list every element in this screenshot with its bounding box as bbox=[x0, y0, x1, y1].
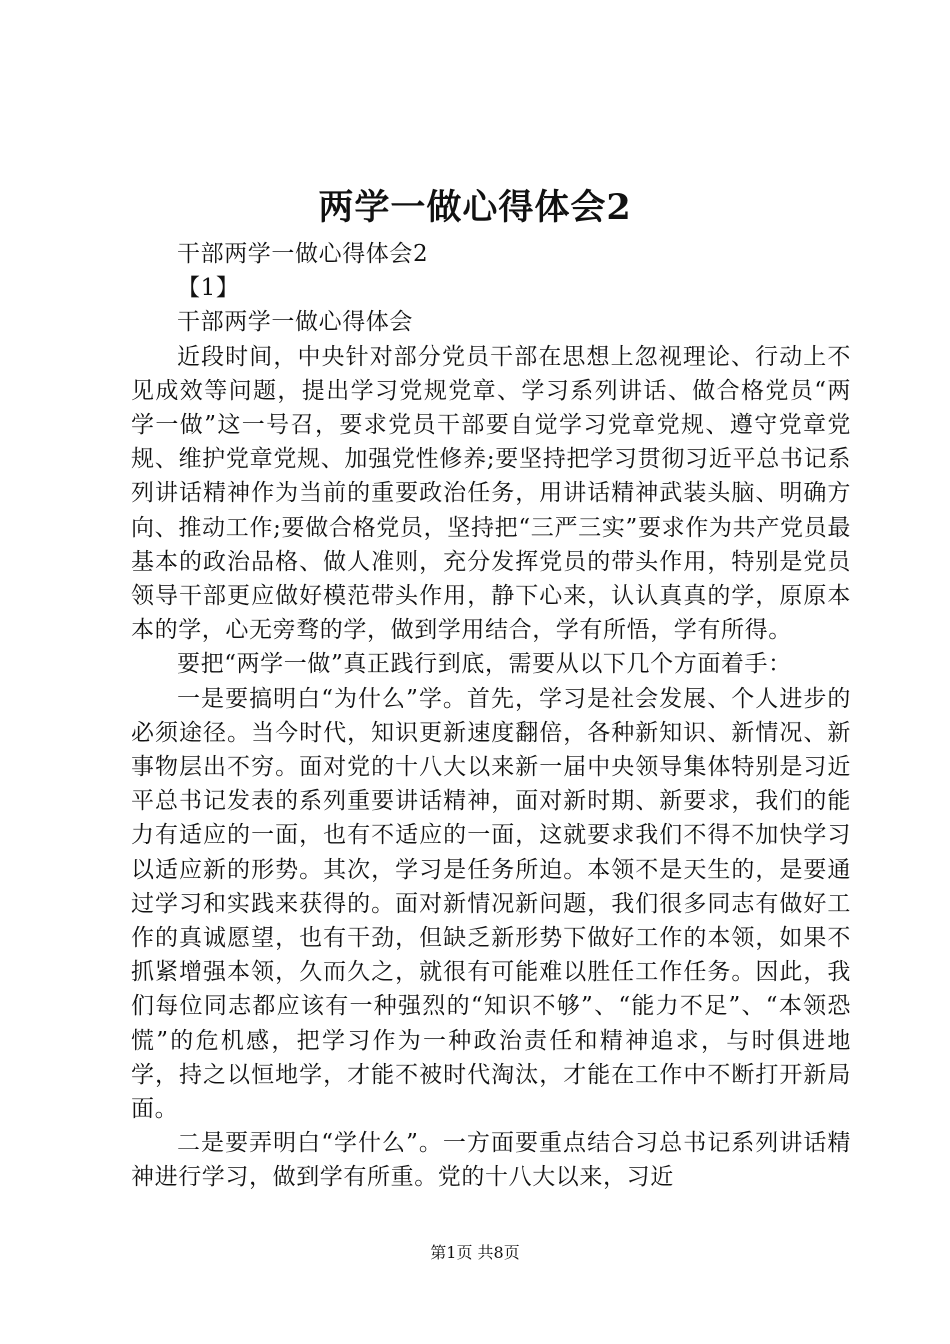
page-footer: 第1页 共8页 bbox=[430, 1243, 520, 1262]
section-marker: 【1】 bbox=[177, 275, 240, 302]
document-title: 两学一做心得体会2 bbox=[318, 187, 632, 228]
section-heading: 干部两学一做心得体会 bbox=[177, 309, 413, 336]
body-paragraph: 近段时间，中央针对部分党员干部在思想上忽视理论、行动上不见成效等问题，提出学习党规党章、学习系列讲话、做合格党员“两学一做”这一号召，要求党员干部要自觉学习党章党规、遵守党章党规、维护党章党规、加强党性修养;要坚持把学习贯彻习近平总书记系列讲话精神作为当前的重要政治任务，用讲话精神武装头脑、明确方向、推动工作;要做合格党员，坚持把“三严三实”要求作为共产党员最基本的政治品格、做人准则，充分发挥党员的带头作用，特别是党员领导干部更应做好模范带头作用，静下心来，认认真真的学，原原本本的学，心无旁骛的学，做到学用结合，学有所悟，学有所得。 bbox=[131, 343, 851, 644]
body-paragraph: 要把“两学一做”真正践行到底，需要从以下几个方面着手： bbox=[177, 651, 792, 678]
subtitle-line: 干部两学一做心得体会2 bbox=[177, 241, 429, 267]
body-paragraph: 二是要弄明白“学什么”。一方面要重点结合习总书记系列讲话精神进行学习，做到学有所重。党的十八大以来，习近 bbox=[131, 1130, 851, 1191]
document-body bbox=[131, 237, 851, 1195]
body-paragraph: 一是要搞明白“为什么”学。首先，学习是社会发展、个人进步的必须途径。当今时代，知识更新速度翻倍，各种新知识、新情况、新事物层出不穷。面对党的十八大以来新一届中央领导集体特别是习近平总书记发表的系列重要讲话精神，面对新时期、新要求，我们的能力有适应的一面，也有不适应的一面，这就要求我们不得不加快学习以适应新的形势。其次，学习是任务所迫。本领不是天生的，是要通过学习和实践来获得的。面对新情况新问题，我们很多同志有做好工作的真诚愿望，也有干劲，但缺乏新形势下做好工作的本领，如果不抓紧增强本领，久而久之，就很有可能难以胜任工作任务。因此，我们每位同志都应该有一种强烈的“知识不够”、“能力不足”、“本领恐慌”的危机感，把学习作为一种政治责任和精神追求，与时俱进地学，持之以恒地学，才能不被时代淘汰，才能在工作中不断打开新局面。 bbox=[131, 685, 851, 1123]
